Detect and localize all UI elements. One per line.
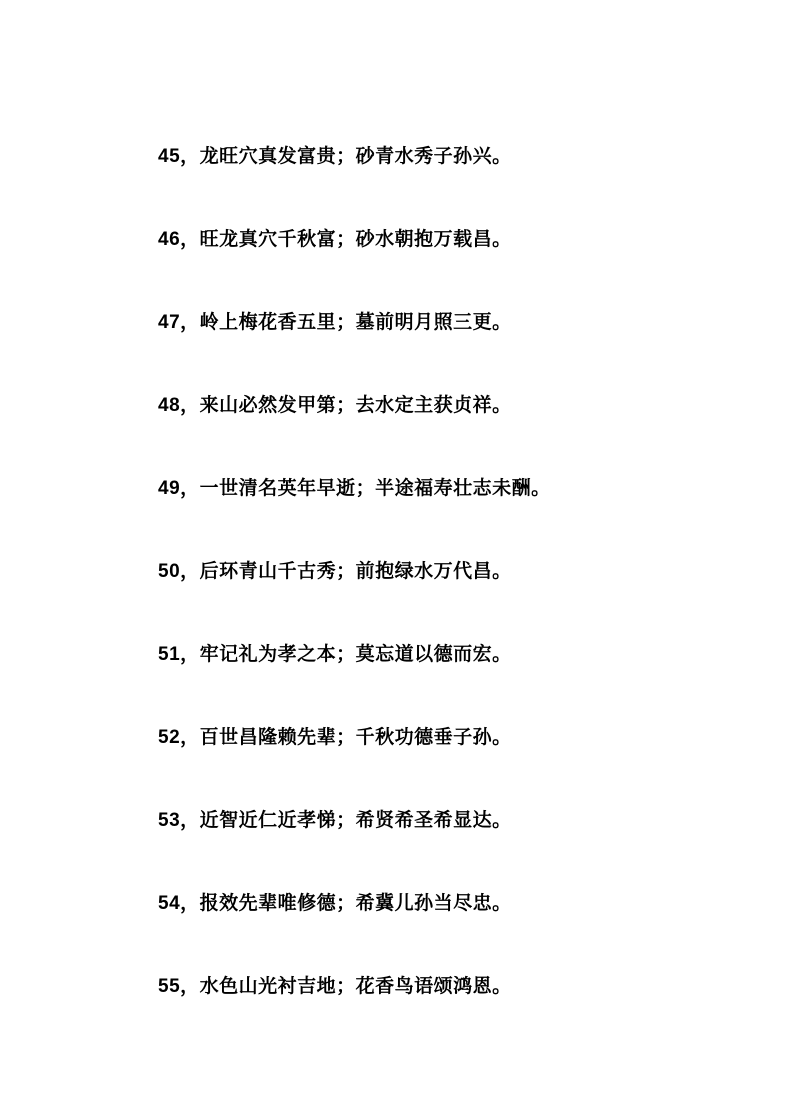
couplet-line: 45，龙旺穴真发富贵；砂青水秀子孙兴。 [158, 146, 512, 167]
couplet-line: 49，一世清名英年早逝；半途福寿壮志未酬。 [158, 478, 551, 499]
couplet-line: 51，牢记礼为孝之本；莫忘道以德而宏。 [158, 644, 512, 665]
couplet-line: 46，旺龙真穴千秋富；砂水朝抱万载昌。 [158, 229, 512, 250]
couplet-line: 52，百世昌隆赖先辈；千秋功德垂子孙。 [158, 727, 512, 748]
couplet-line: 47，岭上梅花香五里；墓前明月照三更。 [158, 312, 512, 333]
couplet-line: 54，报效先辈唯修德；希冀儿孙当尽忠。 [158, 893, 512, 914]
couplet-line: 48，来山必然发甲第；去水定主获贞祥。 [158, 395, 512, 416]
couplet-line: 50，后环青山千古秀；前抱绿水万代昌。 [158, 561, 512, 582]
couplet-line: 55，水色山光衬吉地；花香鸟语颂鸿恩。 [158, 976, 512, 997]
couplet-line: 53，近智近仁近孝悌；希贤希圣希显达。 [158, 810, 512, 831]
